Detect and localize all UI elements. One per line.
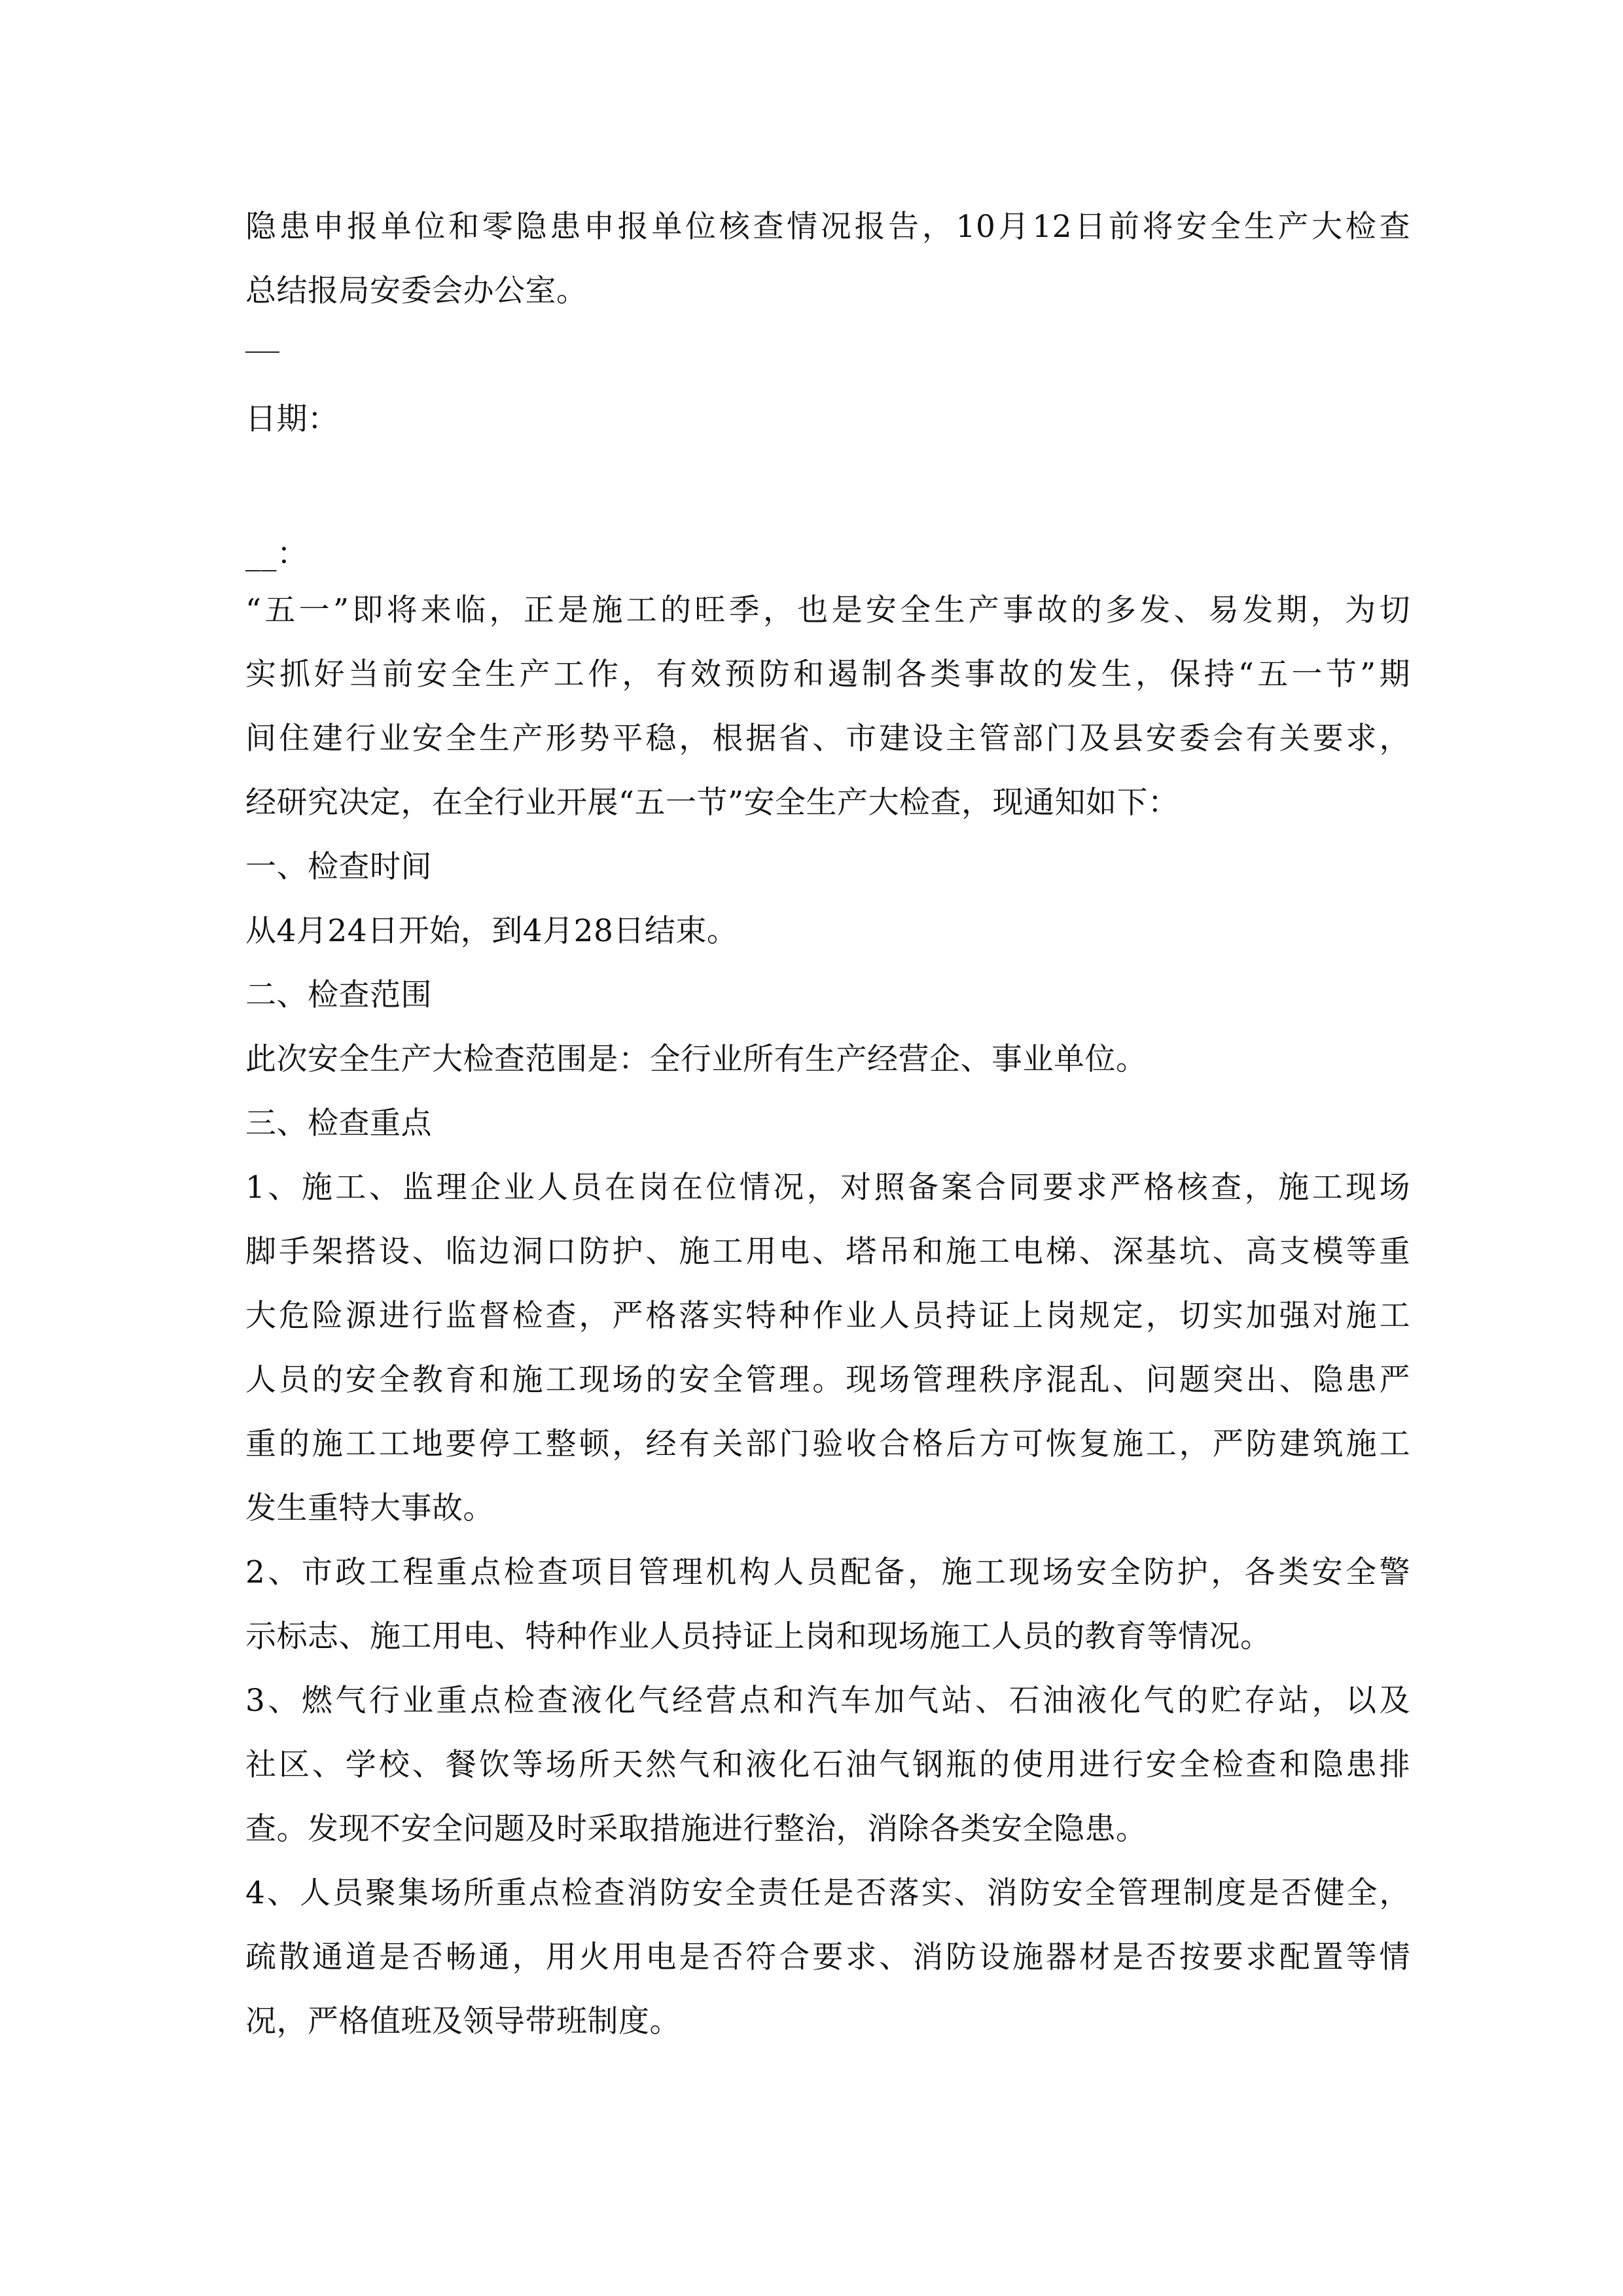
signature-dash — [245, 351, 279, 353]
section-heading-focus: 三、检查重点 — [245, 1105, 432, 1141]
section-text-time: 从4月24日开始，到4月28日结束。 — [245, 913, 738, 949]
section-heading-scope: 二、检查范围 — [245, 977, 432, 1013]
salutation: __： — [245, 536, 308, 572]
item-line: 重的施工工地要停工整顿，经有关部门验收合格后方可恢复施工，严防建筑施工 — [245, 1426, 1410, 1462]
intro-line: 总结报局安委会办公室。 — [245, 273, 588, 309]
item-line: 4、人员聚集场所重点检查消防安全责任是否落实、消防安全管理制度是否健全， — [245, 1875, 1410, 1911]
item-line: 2、市政工程重点检查项目管理机构人员配备，施工现场安全防护，各类安全警 — [245, 1554, 1410, 1590]
item-line: 示标志、施工用电、特种作业人员持证上岗和现场施工人员的教育等情况。 — [245, 1619, 1272, 1655]
date-label: 日期： — [245, 401, 339, 437]
item-line: 况，严格值班及领导带班制度。 — [245, 2003, 681, 2039]
notice-line: 经研究决定，在全行业开展“五一节”安全生产大检查，现通知如下： — [245, 785, 1179, 821]
notice-line: “五一”即将来临，正是施工的旺季，也是安全生产事故的多发、易发期，为切 — [245, 592, 1410, 628]
notice-line: 间住建行业安全生产形势平稳，根据省、市建设主管部门及县安委会有关要求， — [245, 721, 1410, 757]
item-line: 疏散通道是否畅通，用火用电是否符合要求、消防设施器材是否按要求配置等情 — [245, 1939, 1410, 1975]
item-line: 查。发现不安全问题及时采取措施进行整治，消除各类安全隐患。 — [245, 1811, 1147, 1847]
item-line: 社区、学校、餐饮等场所天然气和液化石油气钢瓶的使用进行安全检查和隐患排 — [245, 1747, 1410, 1783]
item-line: 大危险源进行监督检查，严格落实特种作业人员持证上岗规定，切实加强对施工 — [245, 1298, 1410, 1334]
intro-line: 隐患申报单位和零隐患申报单位核查情况报告，10月12日前将安全生产大检查 — [245, 209, 1410, 245]
item-line: 1、施工、监理企业人员在岗在位情况，对照备案合同要求严格核查，施工现场 — [245, 1170, 1410, 1206]
section-heading-time: 一、检查时间 — [245, 849, 432, 885]
notice-line: 实抓好当前安全生产工作，有效预防和遏制各类事故的发生，保持“五一节”期 — [245, 656, 1410, 692]
section-text-scope: 此次安全生产大检查范围是：全行业所有生产经营企、事业单位。 — [245, 1041, 1147, 1077]
item-line: 发生重特大事故。 — [245, 1490, 494, 1526]
item-line: 脚手架搭设、临边洞口防护、施工用电、塔吊和施工电梯、深基坑、高支模等重 — [245, 1234, 1410, 1270]
item-line: 3、燃气行业重点检查液化气经营点和汽车加气站、石油液化气的贮存站，以及 — [245, 1683, 1410, 1719]
item-line: 人员的安全教育和施工现场的安全管理。现场管理秩序混乱、问题突出、隐患严 — [245, 1362, 1410, 1398]
